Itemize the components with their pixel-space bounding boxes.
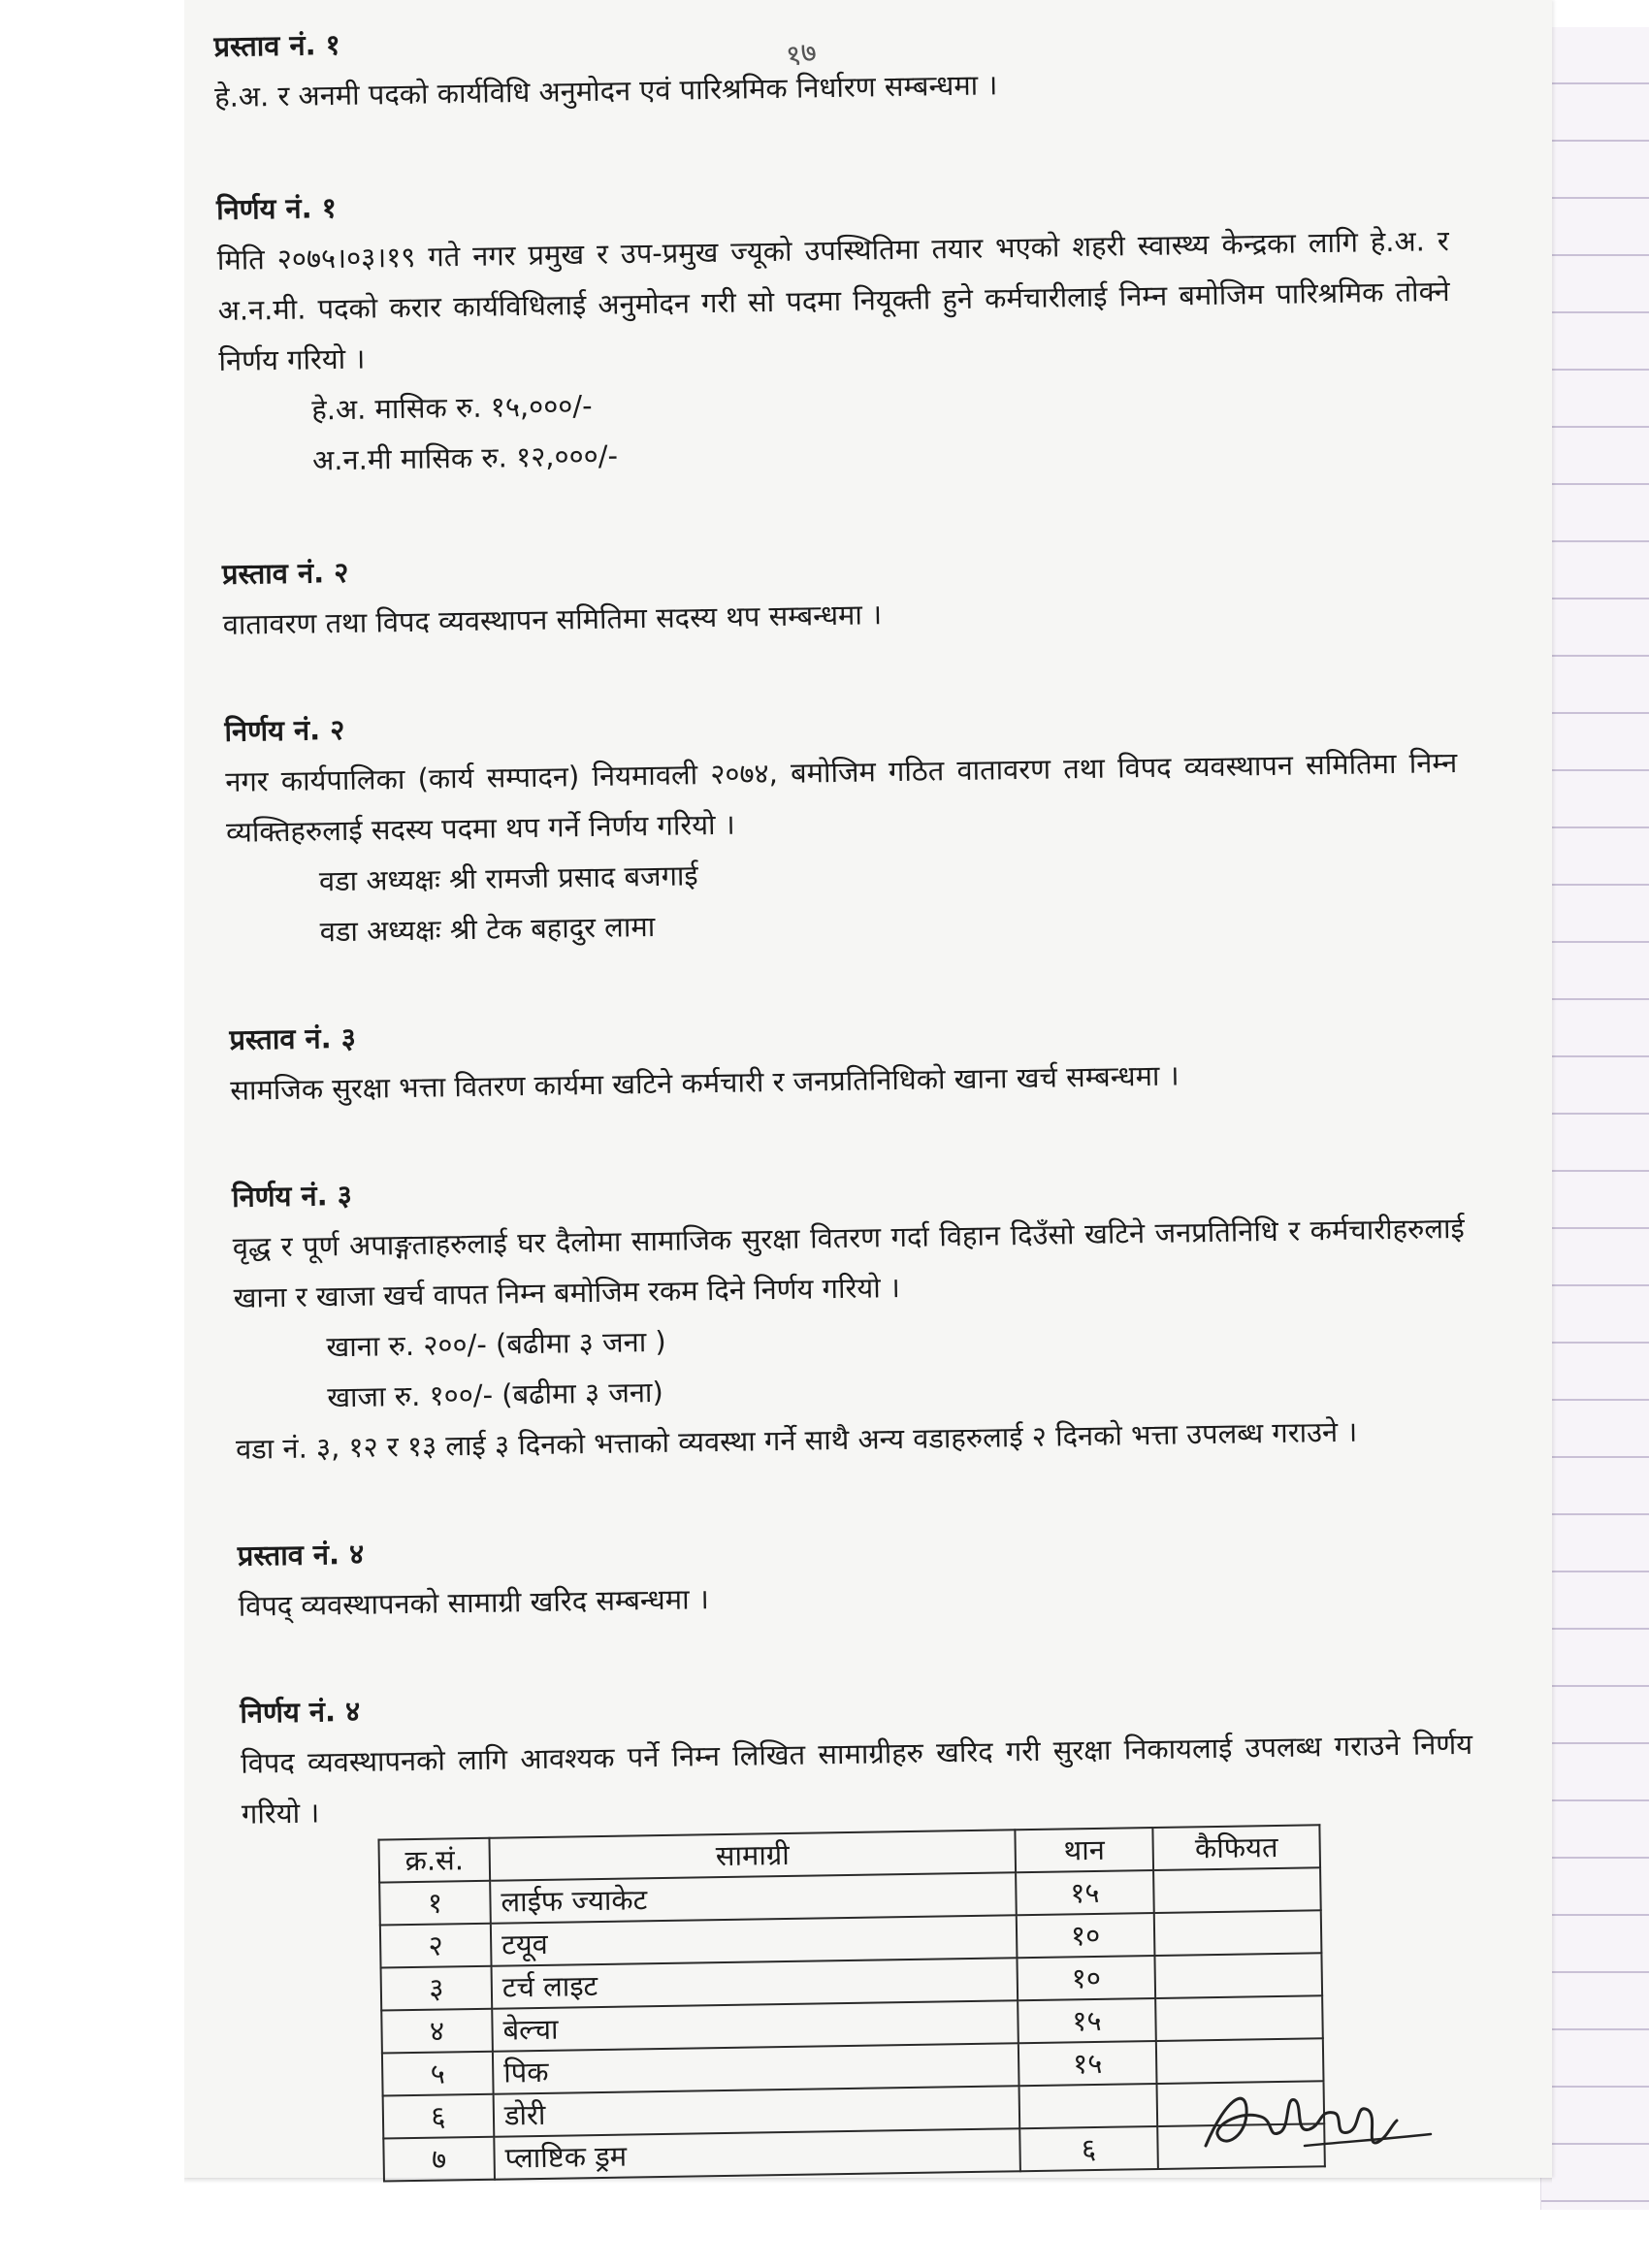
decision-2-detail-2: वडा अध्यक्षः श्री टेक बहादुर लामा [319,909,656,949]
row-qty: १० [1017,1956,1155,2000]
row-item: प्लाष्टिक ड्रम [494,2128,1020,2180]
notebook-page-edge [1540,27,1649,2210]
row-item: टयूव [491,1915,1018,1966]
decision-1-detail-2: अ.न.मी मासिक रु. १२,०००/- [311,438,619,477]
decision-text-3: वृद्ध र पूर्ण अपाङ्गताहरुलाई घर दैलोमा सामाजिक सुरक्षा वितरण गर्दा विहान दिउँसो खटिने जनप्रतिनिधि र कर्मचारीहरुलाई खाना र खाजा खर्च वापत निम्न बमोजिम रकम दिने निर्णय गरियो । [232,1211,1465,1314]
row-remarks [1153,1867,1321,1913]
row-item: लाईफ ज्याकेट [490,1872,1017,1924]
proposal-text-1: हे.अ. र अनमी पदको कार्यविधि अनुमोदन एवं पारिश्रमिक निर्धारण सम्बन्धमा । [213,68,998,113]
decision-heading-3: निर्णय नं. ३ [231,1178,353,1214]
header-remarks: कैफियत [1152,1825,1320,1870]
items-table [377,1824,1325,2182]
row-sn: १ [379,1881,491,1926]
proposal-text-3: सामजिक सुरक्षा भत्ता वितरण कार्यमा खटिने कर्मचारी र जनप्रतिनिधिको खाना खर्च सम्बन्धमा । [230,1058,1180,1107]
row-sn: ७ [383,2137,495,2182]
header-qty: थान [1015,1828,1153,1872]
signature-icon [1188,2057,1440,2163]
decision-heading-1: निर्णय नं. १ [215,191,338,226]
proposal-text-2: वातावरण तथा विपद व्यवस्थापन समितिमा सदस्य थप सम्बन्धमा । [222,598,883,641]
row-qty: १० [1017,1913,1155,1958]
row-item: टर्च लाइट [492,1958,1018,2009]
proposal-text-4: विपद् व्यवस्थापनको सामाग्री खरिद सम्बन्धमा । [238,1582,710,1623]
row-sn: ५ [382,2052,494,2096]
row-qty: १५ [1016,1870,1154,1915]
decision-3-note: वडा नं. ३, १२ र १३ लाई ३ दिनको भत्ताको व्यवस्था गर्ने साथै अन्य वडाहरुलाई २ दिनको भत्ता उपलब्ध गराउने । [235,1414,1358,1466]
row-sn: ६ [383,2094,495,2139]
row-qty [1019,2084,1158,2128]
decision-3-detail-2: खाजा रु. १००/- (बढीमा ३ जना) [327,1375,664,1414]
row-qty: १५ [1018,1998,1156,2043]
proposal-heading-3: प्रस्ताव नं. ३ [229,1021,357,1056]
decision-heading-4: निर्णय नं. ४ [240,1694,361,1730]
decision-text-1: मिति २०७५।०३।१९ गते नगर प्रमुख र उप-प्रमुख ज्यूको उपस्थितिमा तयार भएको शहरी स्वास्थ्य केन्द्रका लागि हे.अ. र अ.न.मी. पदको करार कार्यविधिलाई अनुमोदन गरी सो पदमा नियूक्ती हुने कर्मचारीलाई निम्न बमोजिम पारिश्रमिक तोक्ने निर्णय गरियो । [216,224,1450,377]
decision-heading-2: निर्णय नं. २ [224,712,345,748]
row-sn: ३ [381,1966,493,2011]
row-qty: ६ [1019,2126,1158,2171]
proposal-heading-2: प्रस्ताव नं. २ [221,555,349,591]
row-item: बेल्चा [492,2000,1018,2052]
row-qty: १५ [1018,2041,1157,2086]
decision-text-4: विपद व्यवस्थापनको लागि आवश्यक पर्ने निम्न लिखित सामाग्रीहरु खरिद गरी सुरक्षा निकायलाई उपलब्ध गराउने निर्णय गरियो । [240,1727,1473,1831]
document-body [213,2,1479,2185]
decision-1-detail-1: हे.अ. मासिक रु. १५,०००/- [311,388,593,427]
decision-2-detail-1: वडा अध्यक्षः श्री रामजी प्रसाद बजगाई [318,859,698,898]
handwritten-page-mark: १७ [782,34,821,75]
decision-text-2: नगर कार्यपालिका (कार्य सम्पादन) नियमावली २०७४, बमोजिम गठित वातावरण तथा विपद व्यवस्थापन समितिमा निम्न व्यक्तिहरुलाई सदस्य पदमा थप गर्ने निर्णय गरियो । [225,745,1458,849]
row-sn: ४ [381,2009,493,2054]
proposal-heading-4: प्रस्ताव नं. ४ [237,1537,365,1572]
row-remarks [1155,1995,1323,2041]
header-sn: क्र.सं. [378,1838,490,1883]
decision-3-detail-1: खाना रु. २००/- (बढीमा ३ जना ) [326,1324,666,1364]
row-item: पिक [493,2043,1019,2094]
row-item: डोरी [494,2086,1020,2137]
row-remarks [1154,1953,1322,1998]
proposal-heading-1: प्रस्ताव नं. १ [213,27,341,63]
row-remarks [1154,1910,1322,1956]
header-item: सामाग्री [489,1830,1016,1881]
row-sn: २ [380,1924,492,1968]
